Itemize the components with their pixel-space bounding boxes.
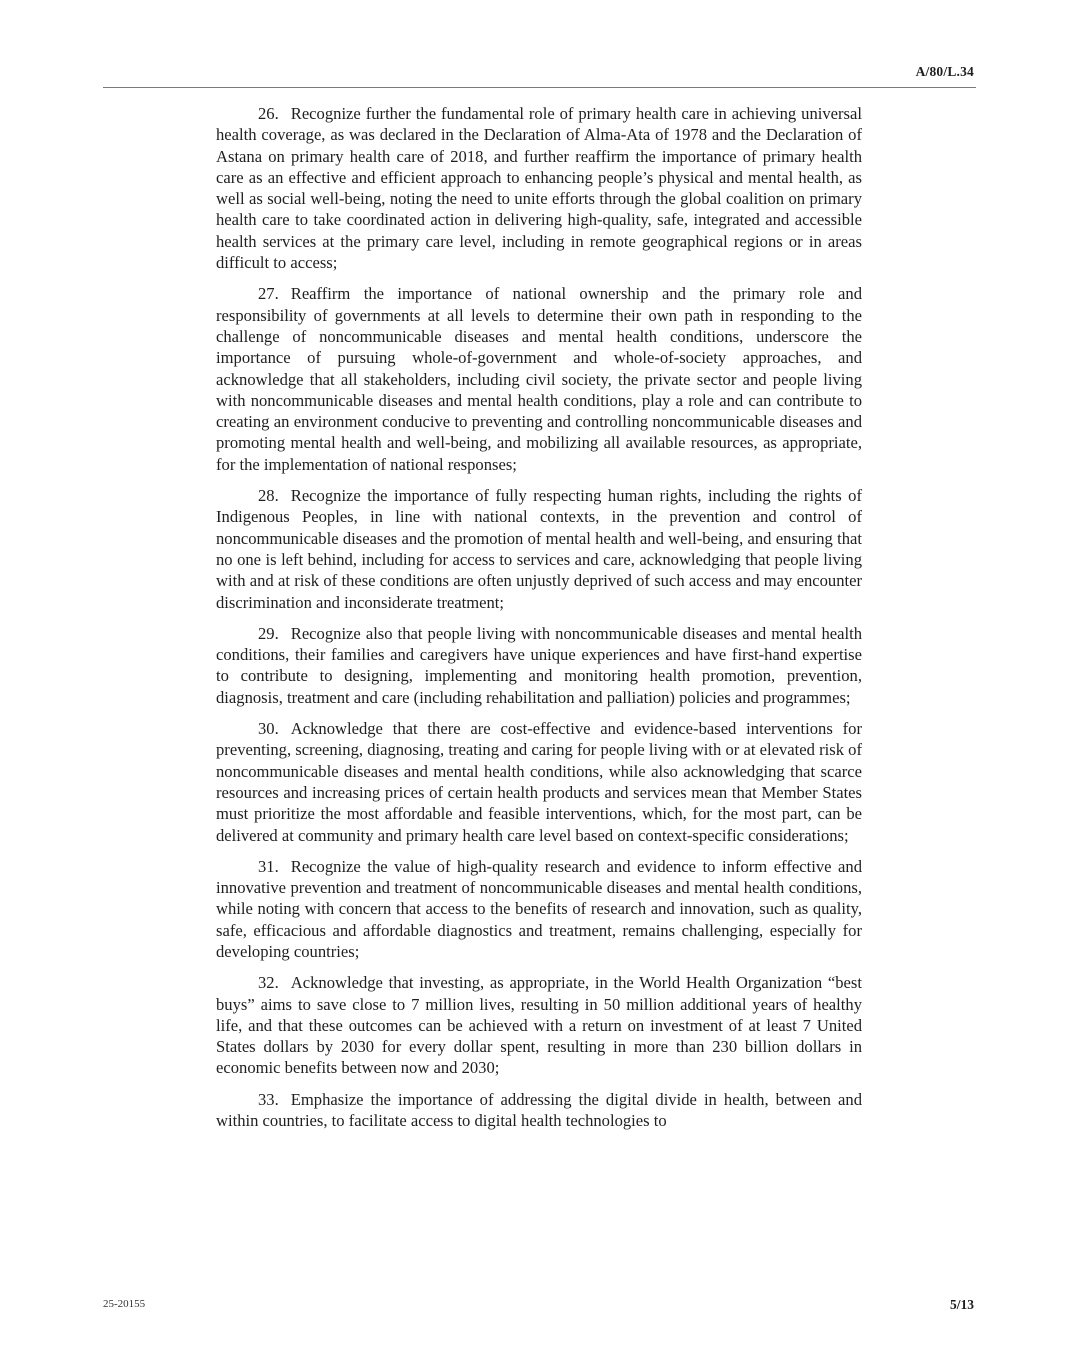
paragraph-text: Acknowledge that investing, as appropriate, in the World Health Organization “best buys” aims to save close to 7 million lives, resulting in 50 million additional years of healthy life, and that these outcomes can be achieved with a return on investment of at least 7 United States dollars by 2030 for every dollar spent, resulting in more than 230 billion dollars in economic benefits between now and 2030; (216, 973, 862, 1078)
paragraph-text: Acknowledge that there are cost-effective and evidence-based interventions for preventing, screening, diagnosing, treating and caring for people living with or at elevated risk of noncommunicable diseases and mental health conditions, while also acknowledging that scarce resources and increasing prices of certain health products and services mean that Member States must prioritize the most affordable and feasible interventions, which, for the most part, can be delivered at community and primary health care level based on context-specific considerations; (216, 719, 862, 845)
paragraph-30 (216, 718, 862, 846)
paragraph-text: Recognize the value of high-quality research and evidence to inform effective and innovative prevention and treatment of noncommunicable diseases and mental health conditions, while noting with concern that access to the benefits of research and innovation, such as quality, safe, efficacious and affordable diagnostics and treatment, remains challenging, especially for developing countries; (216, 856, 862, 961)
paragraph-number: 29. (258, 623, 279, 643)
document-body (216, 103, 862, 1141)
document-symbol: A/80/L.34 (915, 64, 974, 79)
paragraph-26 (216, 103, 862, 273)
paragraph-number: 27. (258, 284, 279, 304)
paragraph-32 (216, 972, 862, 1078)
paragraph-28 (216, 485, 862, 613)
paragraph-text: Reaffirm the importance of national ownership and the primary role and responsibility of governments at all levels to determine their own path in responding to the challenge of noncommunicable diseases and mental health conditions, underscore the importance of pursuing whole-of-government and whole-of-society approaches, and acknowledge that all stakeholders, including civil society, the private sector and people living with noncommunicable diseases and mental health conditions, play a role and can contribute to creating an environment conducive to preventing and controlling noncommunicable diseases and promoting mental health and well-being, and mobilizing all available resources, as appropriate, for the implementation of national responses; (216, 284, 862, 474)
header-divider (103, 87, 976, 88)
paragraph-text: Recognize further the fundamental role of primary health care in achieving universal health coverage, as was declared in the Declaration of Alma-Ata of 1978 and the Declaration of Astana on primary health care of 2018, and further reaffirm the importance of primary health care as an effective and efficient approach to enhancing people’s physical and mental health, as well as social well-being, noting the need to unite efforts through the global coalition on primary health care to take coordinated action in delivering high-quality, safe, integrated and accessible health services at the primary care level, including in remote geographical regions or in areas difficult to access; (216, 104, 862, 273)
paragraph-33 (216, 1089, 862, 1132)
job-number: 25-20155 (103, 1298, 146, 1310)
paragraph-number: 30. (258, 719, 279, 739)
paragraph-27 (216, 283, 862, 475)
paragraph-number: 32. (258, 973, 279, 993)
page-number: 5/13 (949, 1297, 974, 1312)
paragraph-number: 26. (258, 104, 279, 123)
paragraph-31 (216, 856, 862, 962)
paragraph-text: Recognize also that people living with noncommunicable diseases and mental health conditions, their families and caregivers have unique experiences and have first-hand expertise to contribute to designing, implementing and monitoring health promotion, prevention, diagnosis, treatment and care (including rehabilitation and palliation) policies and programmes; (216, 623, 862, 707)
paragraph-text: Recognize the importance of fully respecting human rights, including the rights of Indigenous Peoples, in line with national contexts, in the prevention and control of noncommunicable diseases and the promotion of mental health and well-being, and ensuring that no one is left behind, including for access to services and care, acknowledging that people living with and at risk of these conditions are often unjustly deprived of such access and may encounter discrimination and inconsiderate treatment; (216, 486, 862, 612)
paragraph-29 (216, 623, 862, 708)
paragraph-number: 31. (258, 856, 279, 876)
paragraph-text: Emphasize the importance of addressing the digital divide in health, between and within countries, to facilitate access to digital health technologies to (216, 1089, 862, 1131)
paragraph-number: 33. (258, 1089, 279, 1109)
paragraph-number: 28. (258, 486, 279, 506)
